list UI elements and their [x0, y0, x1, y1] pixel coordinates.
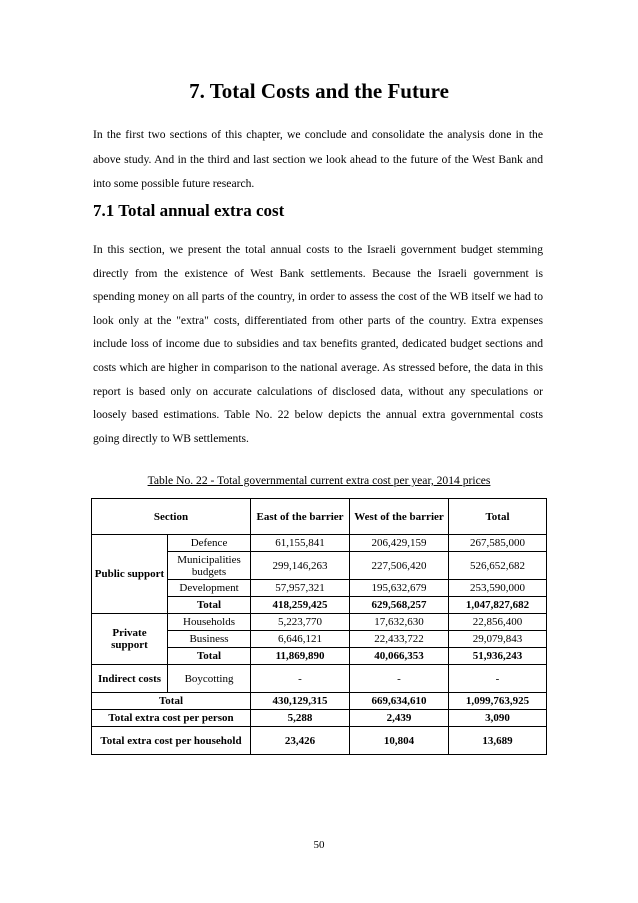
cell-east: 11,869,890 — [251, 648, 350, 665]
table-row-per-household — [92, 727, 547, 755]
cell-east: 23,426 — [251, 727, 350, 755]
intro-paragraph: In the first two sections of this chapter, we conclude and consolidate the analysis done in the above study. And in the third and last section we look ahead to the future of the West Bank and into some possible future research. — [93, 128, 543, 190]
row-label: Total — [168, 648, 251, 665]
header-east: East of the barrier — [251, 499, 350, 535]
row-label: Total — [168, 597, 251, 614]
table-header-row — [92, 499, 547, 535]
row-label: Defence — [168, 535, 251, 552]
header-west: West of the barrier — [350, 499, 449, 535]
row-label: Development — [168, 580, 251, 597]
row-label: Total — [92, 693, 251, 710]
cell-west: 669,634,610 — [350, 693, 449, 710]
row-label: Boycotting — [168, 665, 251, 693]
cell-west: 206,429,159 — [350, 535, 449, 552]
cell-east: 5,288 — [251, 710, 350, 727]
header-section: Section — [92, 499, 251, 535]
table-row-grand-total — [92, 693, 547, 710]
table-caption: Table No. 22 - Total governmental current extra cost per year, 2014 prices — [147, 474, 491, 487]
cell-east: 61,155,841 — [251, 535, 350, 552]
group-private: Private support — [92, 614, 168, 665]
cell-total: 51,936,243 — [449, 648, 547, 665]
cell-west: 2,439 — [350, 710, 449, 727]
page-number: 50 — [313, 839, 325, 851]
cell-west: 40,066,353 — [350, 648, 449, 665]
header-total: Total — [449, 499, 547, 535]
row-label: Total extra cost per person — [92, 710, 251, 727]
table-row — [92, 665, 547, 693]
cell-west: 10,804 — [350, 727, 449, 755]
row-label: Total extra cost per household — [92, 727, 251, 755]
cell-total: 3,090 — [449, 710, 547, 727]
cell-west: 22,433,722 — [350, 631, 449, 648]
row-label: Municipalities budgets — [168, 552, 251, 580]
body-paragraph: In this section, we present the total annual costs to the Israeli government budget stemming directly from the existence of West Bank settlements. Because the Israeli government is spending money on all parts of the country, in order to assess the cost of the WB itself we had to look only at the "extra" costs, differentiated from other parts of the country. Extra expenses include loss of income due to subsidies and tax benefits granted, dedicated budget sections and costs which are higher in comparison to the national average. As stressed before, the data in this report is based only on accurate calculations of disclosed data, without any speculations or loosely based estimations. Table No. 22 below depicts the annual extra governmental costs going directly to WB settlements. — [93, 243, 543, 445]
cell-total: 526,652,682 — [449, 552, 547, 580]
group-public: Public support — [92, 535, 168, 614]
table-row — [92, 535, 547, 552]
table-row-per-person — [92, 710, 547, 727]
cell-total: 1,047,827,682 — [449, 597, 547, 614]
group-indirect: Indirect costs — [92, 665, 168, 693]
cell-west: 17,632,630 — [350, 614, 449, 631]
cell-west: - — [350, 665, 449, 693]
cell-east: 6,646,121 — [251, 631, 350, 648]
cell-east: 418,259,425 — [251, 597, 350, 614]
cell-east: 430,129,315 — [251, 693, 350, 710]
cell-total: 1,099,763,925 — [449, 693, 547, 710]
cell-west: 227,506,420 — [350, 552, 449, 580]
cell-total: 13,689 — [449, 727, 547, 755]
cell-east: 57,957,321 — [251, 580, 350, 597]
cell-total: 267,585,000 — [449, 535, 547, 552]
cell-total: 29,079,843 — [449, 631, 547, 648]
cell-west: 195,632,679 — [350, 580, 449, 597]
cell-west: 629,568,257 — [350, 597, 449, 614]
cell-total: - — [449, 665, 547, 693]
cell-east: 299,146,263 — [251, 552, 350, 580]
cell-east: - — [251, 665, 350, 693]
section-heading: 7.1 Total annual extra cost — [93, 201, 285, 220]
page-title: 7. Total Costs and the Future — [189, 79, 449, 103]
row-label: Households — [168, 614, 251, 631]
cell-total: 22,856,400 — [449, 614, 547, 631]
cost-table — [91, 498, 547, 755]
cell-total: 253,590,000 — [449, 580, 547, 597]
table-row — [92, 614, 547, 631]
cell-east: 5,223,770 — [251, 614, 350, 631]
row-label: Business — [168, 631, 251, 648]
